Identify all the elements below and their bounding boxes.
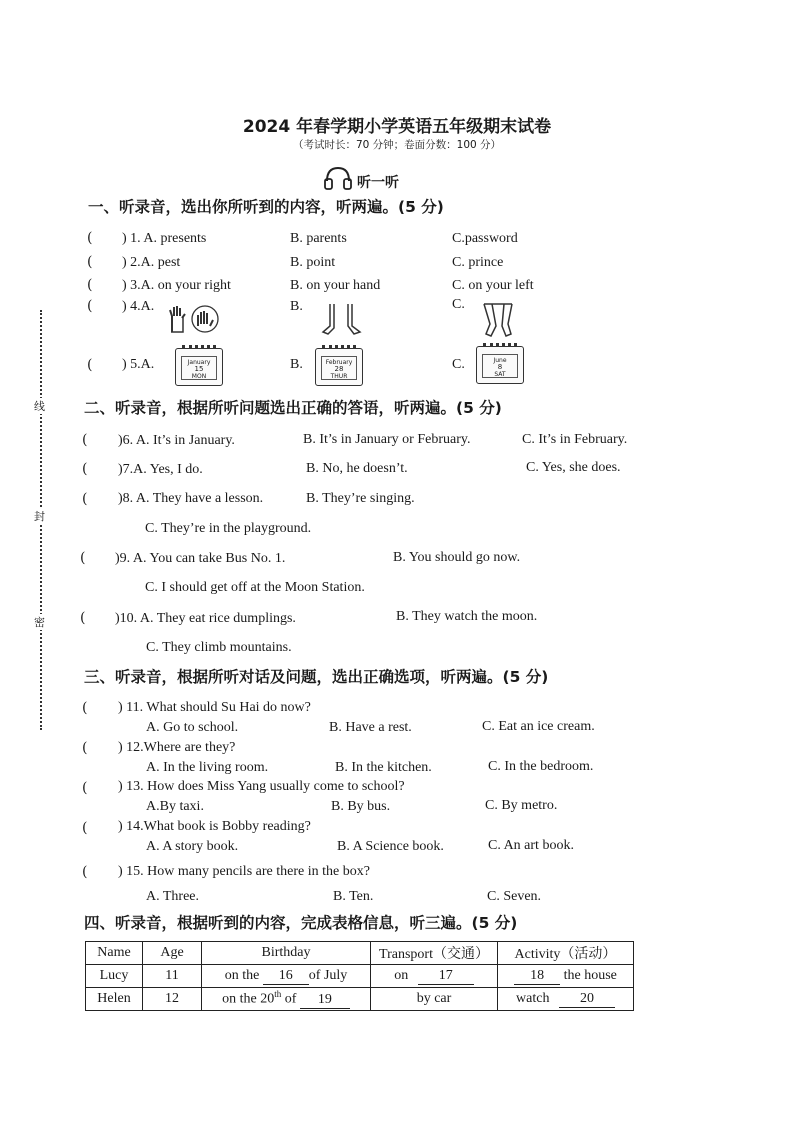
q3-option-b: B. on your hand <box>290 278 381 293</box>
blank-17[interactable]: 17 <box>418 968 474 985</box>
q9-option-c: C. I should get off at the Moon Station. <box>145 580 365 595</box>
blank-19[interactable]: 19 <box>300 992 350 1009</box>
q10-option-c: C. They climb mountains. <box>146 640 292 655</box>
answer-paren: ( <box>82 820 88 836</box>
socks-icon <box>320 302 366 340</box>
table-row <box>86 965 634 988</box>
answer-paren: ( <box>87 298 93 314</box>
answer-paren: ( <box>82 740 88 756</box>
q4-option-b: B. <box>290 299 303 314</box>
q4-stem: ) 4.A. <box>122 299 155 314</box>
answer-paren: ( <box>82 700 88 716</box>
q10-option-b: B. They watch the moon. <box>396 609 538 624</box>
binding-mark-seal: 封 <box>34 510 45 523</box>
answer-paren: ( <box>82 780 88 796</box>
q2-option-b: B. point <box>290 255 336 270</box>
cell-activity: watch 20 <box>498 988 634 1011</box>
q1-option-b: B. parents <box>290 231 347 246</box>
calendar-icon-c: June 8 SAT <box>476 346 524 384</box>
cell-name: Helen <box>86 988 143 1011</box>
q2-stem: ) 2.A. pest <box>122 255 181 270</box>
q12-option-a: A. In the living room. <box>146 760 269 775</box>
headphones-icon <box>323 165 353 195</box>
answer-paren: ( <box>87 254 93 270</box>
binding-mark-secret: 密 <box>34 616 45 629</box>
q13-option-a: A.By taxi. <box>146 799 204 814</box>
q3-option-c: C. on your left <box>452 278 534 293</box>
answer-paren: ( <box>80 550 86 566</box>
q5-option-b: B. <box>290 357 303 372</box>
q9-option-b: B. You should go now. <box>393 550 521 565</box>
answer-paren: ( <box>80 610 86 626</box>
cell-age: 12 <box>143 988 202 1011</box>
q1-option-c: C.password <box>452 231 518 246</box>
q12-stem: ) 12.Where are they? <box>118 740 236 755</box>
section2-heading: 二、听录音，根据所听问题选出正确的答语，听两遍。(5 分) <box>84 399 502 417</box>
q10-stem: )10. A. They eat rice dumplings. <box>115 611 296 626</box>
q11-stem: ) 11. What should Su Hai do now? <box>118 700 311 715</box>
exam-subtitle: （考试时长：70 分钟；卷面分数：100 分） <box>292 139 502 151</box>
cell-age: 11 <box>143 965 202 988</box>
header-age: Age <box>143 942 202 965</box>
q15-option-c: C. Seven. <box>487 889 542 904</box>
binding-mark-line: 线 <box>34 400 45 413</box>
cell-birthday: on the 16 of July <box>202 965 371 988</box>
cell-transport: on 17 <box>371 965 498 988</box>
q11-option-c: C. Eat an ice cream. <box>482 719 595 734</box>
q12-option-b: B. In the kitchen. <box>335 760 432 775</box>
calendar-icon-b: February 28 THUR <box>315 348 363 386</box>
section3-heading: 三、听录音，根据所听对话及问题，选出正确选项，听两遍。(5 分) <box>84 668 549 686</box>
q7-option-c: C. Yes, she does. <box>526 460 621 475</box>
q8-stem: )8. A. They have a lesson. <box>118 491 264 506</box>
q4-option-c: C. <box>452 297 465 312</box>
q6-stem: )6. A. It’s in January. <box>118 433 235 448</box>
calendar-icon-a: January 15 MON <box>175 348 223 386</box>
header-transport: Transport（交通） <box>371 942 498 965</box>
q13-option-b: B. By bus. <box>331 799 391 814</box>
answer-paren: ( <box>82 491 88 507</box>
table-header-row <box>86 942 634 965</box>
cell-name: Lucy <box>86 965 143 988</box>
q1-stem: ) 1. A. presents <box>122 231 207 246</box>
cell-birthday: on the 20th of 19 <box>202 988 371 1011</box>
info-table <box>85 941 634 1011</box>
cell-transport: by car <box>371 988 498 1011</box>
header-birthday: Birthday <box>202 942 371 965</box>
q6-option-b: B. It’s in January or February. <box>303 432 471 447</box>
q7-option-b: B. No, he doesn’t. <box>306 461 408 476</box>
answer-paren: ( <box>82 461 88 477</box>
blank-20[interactable]: 20 <box>559 991 615 1008</box>
answer-paren: ( <box>87 357 93 373</box>
answer-paren: ( <box>82 432 88 448</box>
q11-option-a: A. Go to school. <box>146 720 239 735</box>
q12-option-c: C. In the bedroom. <box>488 759 594 774</box>
stockings-icon <box>478 302 520 342</box>
q14-option-b: B. A Science book. <box>337 839 444 854</box>
q15-option-a: A. Three. <box>146 889 199 904</box>
q13-option-c: C. By metro. <box>485 798 558 813</box>
q8-option-b: B. They’re singing. <box>306 491 415 506</box>
q14-option-c: C. An art book. <box>488 838 574 853</box>
q5-stem: ) 5.A. <box>122 357 155 372</box>
answer-paren: ( <box>87 277 93 293</box>
q3-stem: ) 3.A. on your right <box>122 278 231 293</box>
exam-title: 2024 年春学期小学英语五年级期末试卷 <box>242 117 552 137</box>
q14-stem: ) 14.What book is Bobby reading? <box>118 819 311 834</box>
q11-option-b: B. Have a rest. <box>329 720 412 735</box>
answer-paren: ( <box>82 864 88 880</box>
q14-option-a: A. A story book. <box>146 839 239 854</box>
q8-option-c: C. They’re in the playground. <box>145 521 312 536</box>
cell-activity: 18 the house <box>498 965 634 988</box>
answer-paren: ( <box>87 230 93 246</box>
q7-stem: )7.A. Yes, I do. <box>118 462 203 477</box>
q2-option-c: C. prince <box>452 255 504 270</box>
blank-18[interactable]: 18 <box>514 968 560 985</box>
header-activity: Activity（活动） <box>498 942 634 965</box>
q15-option-b: B. Ten. <box>333 889 374 904</box>
gloves-icon <box>168 304 220 338</box>
blank-16[interactable]: 16 <box>263 968 309 985</box>
section1-heading: 一、听录音，选出你所听到的内容，听两遍。(5 分) <box>88 198 444 216</box>
table-row <box>86 988 634 1011</box>
q9-stem: )9. A. You can take Bus No. 1. <box>115 551 286 566</box>
section4-heading: 四、听录音，根据听到的内容，完成表格信息，听三遍。(5 分) <box>84 914 518 932</box>
q15-stem: ) 15. How many pencils are there in the box? <box>118 864 370 879</box>
header-name: Name <box>86 942 143 965</box>
q13-stem: ) 13. How does Miss Yang usually come to school? <box>118 779 405 794</box>
q6-option-c: C. It’s in February. <box>522 432 628 447</box>
part-label: 听一听 <box>357 175 399 191</box>
q5-option-c: C. <box>452 357 465 372</box>
